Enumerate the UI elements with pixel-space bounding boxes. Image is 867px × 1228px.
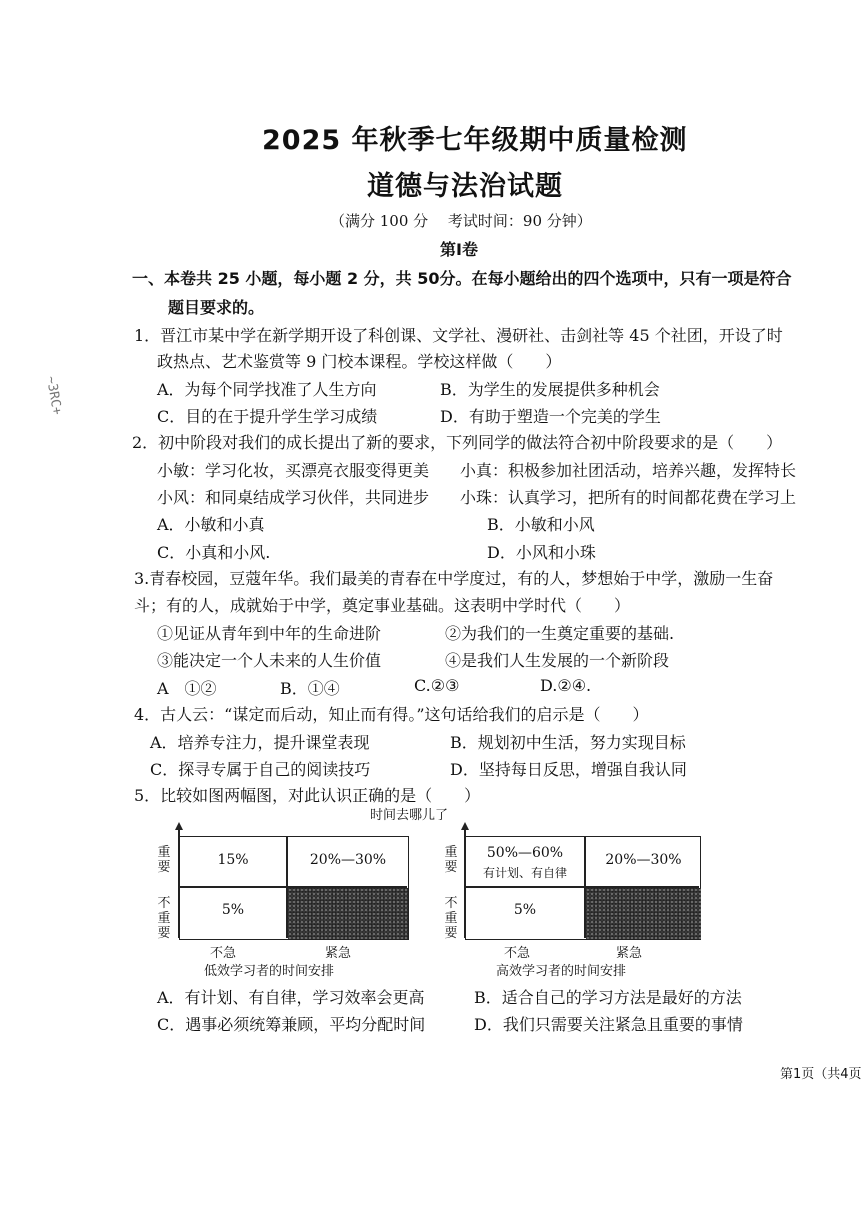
left-urgent-unimportant-cell: [288, 888, 408, 939]
q2-min: 小敏：学习化妆，买漂亮衣服变得更美: [157, 461, 430, 480]
q3-option-b: B．①④: [280, 679, 340, 698]
right-x-label-urgent: 紧急: [616, 946, 643, 961]
section-instruction: 一、本卷共 25 小题，每小题 2 分，共 50分。在每小题给出的四个选项中，只有一项是符合: [132, 269, 792, 288]
q1-option-b: B．为学生的发展提供多种机会: [440, 380, 660, 399]
left-figure-caption: 低效学习者的时间安排: [204, 964, 335, 979]
page-subtitle: 道德与法治试题: [367, 171, 563, 202]
question-1-stem: 1．晋江市某中学在新学期开设了科创课、文学社、漫研社、击剑社等 45 个社团，开设了时: [134, 326, 783, 345]
q3-statement-3: ③能决定一个人未来的人生价值: [157, 651, 382, 670]
page-title: 2025 年秋季七年级期中质量检测: [262, 125, 688, 156]
right-x-label-not-urgent: 不急: [504, 946, 531, 961]
q4-option-a: A．培养专注力，提升课堂表现: [150, 733, 370, 752]
q2-feng: 小风：和同桌结成学习伙伴，共同进步: [157, 488, 430, 507]
right-cell-bottom-left: 5%: [513, 902, 537, 918]
left-cell-top-left: 15%: [217, 852, 249, 868]
q1-option-d: D．有助于塑造一个完美的学生: [440, 407, 661, 426]
q3-option-a: A ①②: [157, 679, 217, 698]
q1-option-c: C．目的在于提升学生学习成绩: [157, 407, 378, 426]
left-x-label-urgent: 紧急: [325, 946, 352, 961]
figure-top-text: 时间去哪儿了: [370, 808, 449, 823]
question-3-stem-cont: 斗；有的人，成就始于中学，奠定事业基础。这表明中学时代（ ）: [134, 596, 631, 615]
left-y-label-unimportant: 不重要: [157, 896, 171, 941]
right-cell-top-right: 20%—30%: [605, 852, 682, 868]
question-1-stem-cont: 政热点、艺术鉴赏等 9 门校本课程。学校这样做（ ）: [157, 352, 562, 371]
question-3-stem: 3.青春校园，豆蔻年华。我们最美的青春在中学度过，有的人，梦想始于中学，激励一生奋: [134, 569, 774, 588]
q4-option-c: C．探寻专属于自己的阅读技巧: [150, 760, 371, 779]
question-4-stem: 4．古人云：“谋定而后动，知止而有得。”这句话给我们的启示是（ ）: [134, 705, 649, 724]
margin-scribble: ~3RC+: [42, 374, 65, 417]
q5-option-a: A．有计划、有自律，学习效率会更高: [157, 988, 425, 1007]
q5-option-c: C．遇事必须统筹兼顾，平均分配时间: [157, 1015, 426, 1034]
q5-option-b: B．适合自己的学习方法是最好的方法: [474, 988, 742, 1007]
right-y-label-important: 重要: [444, 845, 458, 875]
q4-option-d: D．坚持每日反思，增强自我认同: [450, 760, 687, 779]
right-figure-caption: 高效学习者的时间安排: [496, 964, 627, 979]
left-y-label-important: 重要: [157, 845, 171, 875]
q2-option-c: C．小真和小风.: [157, 543, 271, 562]
left-cell-bottom-left: 5%: [221, 902, 245, 918]
q2-option-a: A．小敏和小真: [157, 515, 265, 534]
question-2-stem: 2．初中阶段对我们的成长提出了新的要求，下列同学的做法符合初中阶段要求的是（ ）: [132, 433, 783, 452]
page-number: 第1页（共4页: [780, 1067, 862, 1082]
q1-option-a: A．为每个同学找准了人生方向: [157, 380, 377, 399]
left-x-label-not-urgent: 不急: [210, 946, 237, 961]
question-5-stem: 5．比较如图两幅图，对此认识正确的是（ ）: [134, 786, 481, 805]
right-cell-top-left: 50%—60%: [486, 845, 564, 861]
q4-option-b: B．规划初中生活，努力实现目标: [450, 733, 686, 752]
right-cell-top-left-note: 有计划、有自律: [482, 866, 567, 880]
volume-label: 第Ⅰ卷: [440, 240, 478, 259]
q5-option-d: D．我们只需要关注紧急且重要的事情: [474, 1015, 743, 1034]
q3-statement-1: ①见证从青年到中年的生命进阶: [157, 624, 382, 643]
q2-zhen: 小真：积极参加社团活动，培养兴趣，发挥特长: [460, 461, 797, 480]
right-urgent-unimportant-cell: [586, 888, 701, 939]
q2-zhu: 小珠：认真学习，把所有的时间都花费在学习上: [460, 488, 797, 507]
q3-statement-2: ②为我们的一生奠定重要的基础.: [445, 624, 675, 643]
q3-option-d: D.②④.: [540, 676, 592, 695]
q2-option-b: B．小敏和小风: [487, 515, 595, 534]
q2-option-d: D．小风和小珠: [487, 543, 596, 562]
left-cell-top-right: 20%—30%: [309, 852, 387, 868]
q3-statement-4: ④是我们人生发展的一个新阶段: [445, 651, 670, 670]
right-y-label-unimportant: 不重要: [444, 896, 458, 941]
section-instruction-cont: 题目要求的。: [168, 298, 265, 317]
q3-option-c: C.②③: [414, 676, 460, 695]
exam-info: （满分 100 分 考试时间：90 分钟）: [330, 212, 592, 230]
